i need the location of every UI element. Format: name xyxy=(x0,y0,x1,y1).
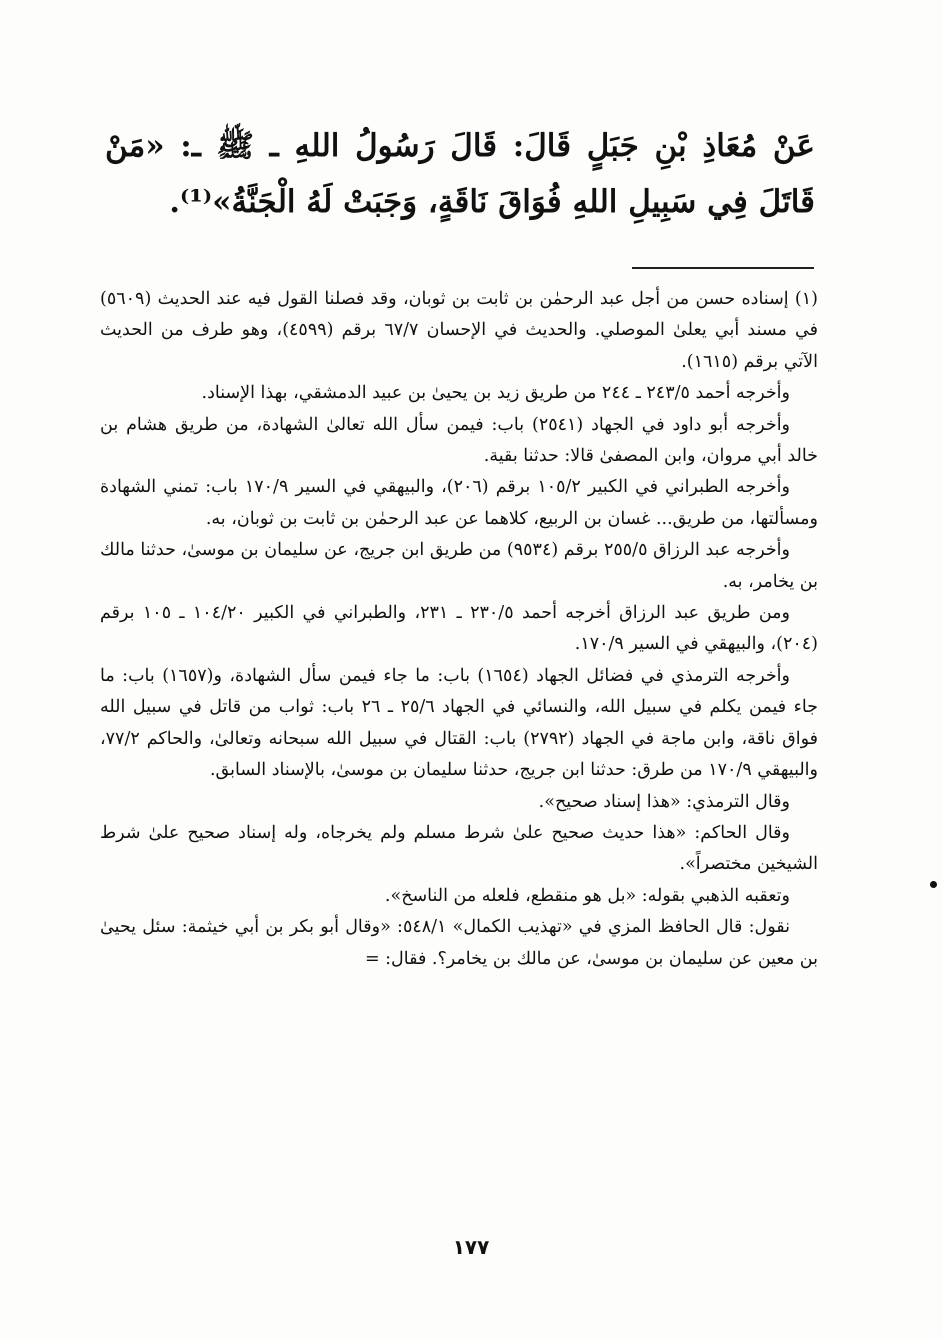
footnote-paragraph: وتعقبه الذهبي بقوله: «بل هو منقطع، فلعله من الناسخ». xyxy=(384,885,790,906)
footnote-paragraph: وأخرجه أحمد ٢٤٣/٥ ـ ٢٤٤ من طريق زيد بن يحيىٰ بن عبيد الدمشقي، بهذا الإسناد. xyxy=(201,383,790,404)
footnote-paragraph: ومن طريق عبد الرزاق أخرجه أحمد ٢٣٠/٥ ـ ٢٣١، والطبراني في الكبير ١٠٤/٢٠ ـ ١٠٥ برقم (٢٠٤)، والبيهقي في السير ١٧٠/٩. xyxy=(100,603,818,655)
page-number: ١٧٧ xyxy=(452,1235,490,1259)
footnotes xyxy=(100,284,818,975)
footnote-paragraph: وأخرجه الترمذي في فضائل الجهاد (١٦٥٤) باب: ما جاء فيمن سأل الشهادة، و(١٦٥٧) باب: ما جاء فيمن يكلم في سبيل الله، والنسائي في الجهاد ٢٥/٦ ـ ٢٦ باب: ثواب من قاتل في سبيل الله فواق ناقة، وابن ماجة في الجهاد (٢٧٩٢) باب: القتال في سبيل الله سبحانه وتعالىٰ، والحاكم ٧٧/٢، والبيهقي ١٧٠/٩ من طرق: حدثنا ابن جريج، حدثنا سليمان بن موسىٰ، بالإسناد السابق. xyxy=(100,665,818,781)
margin-mark xyxy=(930,881,937,888)
footnote-paragraph: وقال الترمذي: «هذا إسناد صحيح». xyxy=(538,791,790,812)
footnote-paragraph: (١) إسناده حسن من أجل عبد الرحمٰن بن ثابت بن ثوبان، وقد فصلنا القول فيه عند الحديث (٥٦٠٩) في مسند أبي يعلىٰ الموصلي. والحديث في الإحسان ٦٧/٧ برقم (٤٥٩٩)، وهو طرف من الحديث الآتي برقم (١٦١٥). xyxy=(100,289,818,372)
footnote-separator xyxy=(632,267,814,269)
footnote-paragraph: وأخرجه أبو داود في الجهاد (٢٥٤١) باب: فيمن سأل الله تعالىٰ الشهادة، من طريق هشام بن خالد أبي مروان، وابن المصفىٰ قالا: حدثنا بقية. xyxy=(100,414,818,467)
hadith-text: عَنْ مُعَاذِ بْنِ جَبَلٍ قَالَ: قَالَ رَسُولُ اللهِ ـ ﷺ ـ: «مَنْ قَاتَلَ فِي سَبِيلِ اللهِ فُوَاقَ نَاقَةٍ، وَجَبَتْ لَهُ الْجَنَّةُ»⁽¹⁾. xyxy=(105,128,815,220)
footnote-paragraph: نقول: قال الحافظ المزي في «تهذيب الكمال» ٥٤٨/١: «وقال أبو بكر بن أبي خيثمة: سئل يحيىٰ بن معين عن سليمان بن موسىٰ، عن مالك بن يخامر؟. فقال: = xyxy=(100,917,818,969)
footnote-paragraph: وأخرجه عبد الرزاق ٢٥٥/٥ برقم (٩٥٣٤) من طريق ابن جريج، عن سليمان بن موسىٰ، حدثنا مالك بن يخامر، به. xyxy=(100,540,818,592)
footnote-paragraph: وقال الحاكم: «هذا حديث صحيح علىٰ شرط مسلم ولم يخرجاه، وله إسناد صحيح علىٰ شرط الشيخين مختصراً». xyxy=(100,822,818,875)
footnote-paragraph: وأخرجه الطبراني في الكبير ١٠٥/٢ برقم (٢٠٦)، والبيهقي في السير ١٧٠/٩ باب: تمني الشهادة ومسألتها، من طريق... غسان بن الربيع، كلاهما عن عبد الرحمٰن بن ثابت بن ثوبان، به. xyxy=(100,477,818,529)
